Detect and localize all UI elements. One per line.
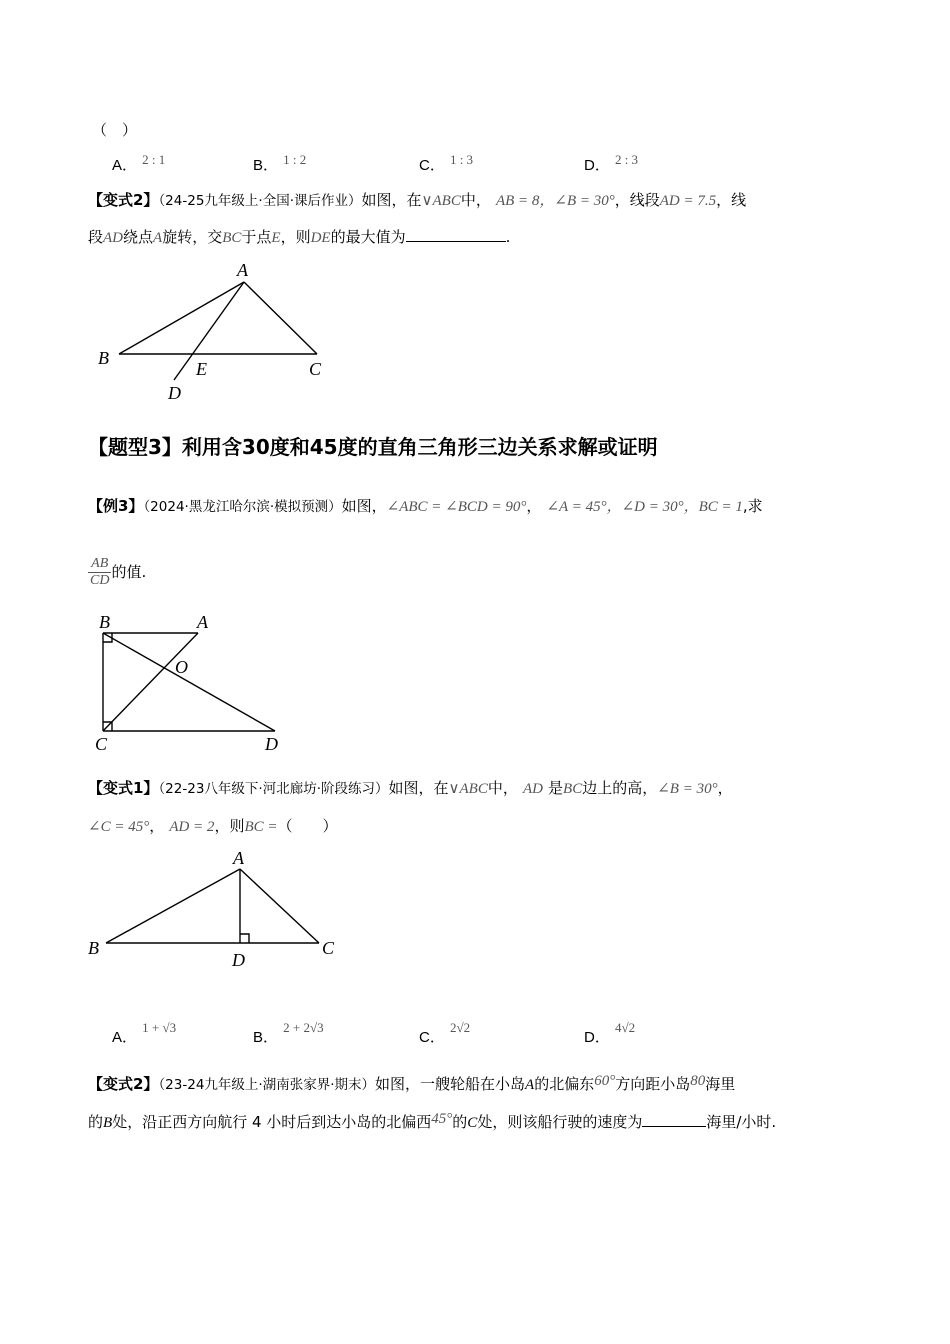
- math: AD = 7.5: [659, 193, 717, 209]
- answer-paren: （ ）: [92, 121, 138, 139]
- label-d: D: [168, 383, 181, 403]
- math: AD = 2: [169, 819, 215, 835]
- text: ，则: [214, 817, 245, 835]
- option-d[interactable]: [584, 1020, 636, 1047]
- option-a[interactable]: [112, 1020, 177, 1047]
- option-c[interactable]: [419, 1020, 471, 1047]
- figure-quadrilateral-abcd: [90, 612, 290, 754]
- segment-ac: [240, 869, 319, 943]
- variant1-line1: [88, 777, 733, 798]
- label-c: C: [95, 734, 108, 754]
- option-c[interactable]: [419, 154, 473, 175]
- text: ，线: [716, 191, 747, 209]
- option-letter: A．: [112, 157, 138, 174]
- option-value: 2 : 1: [142, 152, 166, 167]
- segment-ad: [174, 282, 244, 380]
- text: 如图，一艘轮船在小岛: [375, 1075, 526, 1093]
- variant2b-line2: [88, 1111, 776, 1132]
- example3-line1: [88, 495, 763, 516]
- label-e: E: [196, 359, 207, 379]
- right-angle-mark-d: [240, 934, 249, 943]
- answer-blank[interactable]: [642, 1112, 706, 1127]
- variant-tag: 【变式2】: [88, 1075, 159, 1093]
- option-letter: B．: [253, 157, 279, 174]
- math: AB = 8，∠B = 30°: [495, 193, 615, 209]
- option-b[interactable]: [253, 1020, 324, 1047]
- math: ∠ABC = ∠BCD = 90°: [386, 499, 527, 515]
- label-b: B: [98, 348, 109, 368]
- text: ,求: [742, 497, 763, 515]
- text: 如图，: [341, 497, 387, 515]
- label-a: A: [197, 612, 208, 632]
- label-b: B: [88, 938, 99, 958]
- text: 处，则该船行驶的速度为: [477, 1113, 643, 1131]
- math: ∠A = 45°，∠D = 30°，BC = 1: [546, 499, 743, 515]
- text: （ ）: [277, 817, 338, 835]
- math: 60°: [594, 1073, 616, 1089]
- text: 是: [548, 779, 564, 797]
- text: 海里/小时.: [706, 1113, 777, 1131]
- text: 的: [88, 1113, 104, 1131]
- text: 处，沿正西方向航行 4 小时后到达小岛的北偏西: [112, 1113, 432, 1131]
- label-o: O: [175, 657, 188, 677]
- fraction-ab-cd: [88, 556, 111, 589]
- label-a: A: [237, 260, 248, 280]
- option-a[interactable]: [112, 154, 165, 175]
- text: 中，: [460, 191, 491, 209]
- option-letter: A．: [112, 1029, 138, 1046]
- text: 于点: [241, 228, 272, 246]
- example3-line2: [88, 556, 146, 589]
- option-letter: D．: [584, 1029, 610, 1046]
- segment-ac: [103, 633, 198, 731]
- math: E: [271, 230, 281, 246]
- option-letter: B．: [253, 1029, 279, 1046]
- math: AD: [522, 781, 543, 797]
- math: A: [153, 230, 163, 246]
- text: .: [505, 228, 511, 246]
- text: 中，: [487, 779, 518, 797]
- math: BC =: [244, 819, 278, 835]
- text: ，: [526, 497, 542, 515]
- text: 的值.: [111, 563, 147, 581]
- option-letter: D．: [584, 157, 610, 174]
- text: 如图，在: [361, 191, 422, 209]
- variant2b-line1: [88, 1073, 735, 1094]
- segment-ab: [119, 282, 244, 354]
- math: 80: [690, 1073, 706, 1089]
- variant2-line2: [88, 226, 510, 247]
- label-c: C: [322, 938, 335, 958]
- source-note: （2024·黑龙江哈尔滨·模拟预测）: [143, 499, 342, 515]
- option-d[interactable]: [584, 154, 638, 175]
- fraction-denominator: CD: [90, 573, 110, 588]
- math: BC: [563, 781, 583, 797]
- source-note: （22-23八年级下·河北廊坊·阶段练习）: [158, 781, 389, 797]
- section-title-type3: 【题型3】利用含30度和45度的直角三角形三边关系求解或证明: [88, 435, 658, 459]
- math: ∠C = 45°: [88, 819, 150, 835]
- segment-ab: [106, 869, 240, 943]
- option-letter: C．: [419, 1029, 445, 1046]
- math: 45°: [431, 1111, 453, 1127]
- text: ，: [717, 779, 733, 797]
- label-c: C: [309, 359, 322, 379]
- option-value: 1 : 2: [283, 152, 307, 167]
- variant-tag: 【变式2】: [88, 191, 159, 209]
- math: B: [103, 1115, 113, 1131]
- example-tag: 【例3】: [88, 497, 144, 515]
- text: 段: [88, 228, 104, 246]
- text: 的最大值为: [330, 228, 406, 246]
- option-b[interactable]: [253, 154, 306, 175]
- text: 旋转，交: [162, 228, 223, 246]
- math: ∨ABC: [421, 193, 461, 209]
- text: 如图，在: [388, 779, 449, 797]
- text: 方向距小岛: [615, 1075, 691, 1093]
- variant-tag: 【变式1】: [88, 779, 159, 797]
- math: ∠B = 30°: [657, 781, 718, 797]
- text: 海里: [705, 1075, 736, 1093]
- label-d: D: [265, 734, 278, 754]
- text: ，线段: [614, 191, 660, 209]
- math: DE: [310, 230, 331, 246]
- math: C: [467, 1115, 478, 1131]
- math: A: [525, 1077, 535, 1093]
- text: 边上的高，: [582, 779, 658, 797]
- text: ，则: [280, 228, 311, 246]
- text: 的北偏东: [534, 1075, 595, 1093]
- figure-triangle-altitude: [86, 846, 346, 972]
- option-letter: C．: [419, 157, 445, 174]
- label-a: A: [233, 848, 244, 868]
- fraction-numerator: AB: [88, 556, 111, 573]
- math: BC: [222, 230, 242, 246]
- option-value: 1 + √3: [142, 1020, 177, 1035]
- label-d: D: [232, 950, 245, 970]
- option-value: 2 : 3: [614, 152, 639, 167]
- segment-ac: [244, 282, 317, 354]
- math: AD: [103, 230, 124, 246]
- text: ，: [149, 817, 165, 835]
- segment-bd: [103, 633, 275, 731]
- text: 的: [452, 1113, 468, 1131]
- figure-triangle-abc-rotation: [90, 258, 340, 406]
- label-b: B: [99, 612, 110, 632]
- math: ∨ABC: [448, 781, 488, 797]
- option-value: 4√2: [614, 1020, 636, 1035]
- variant2-line1: [88, 189, 746, 210]
- option-value: 2√2: [449, 1020, 471, 1035]
- source-note: （24-25九年级上·全国·课后作业）: [158, 193, 362, 209]
- variant1-line2: [88, 815, 338, 836]
- text: 绕点: [123, 228, 154, 246]
- option-value: 1 : 3: [449, 152, 474, 167]
- answer-blank[interactable]: [406, 227, 506, 242]
- option-value: 2 + 2√3: [283, 1020, 324, 1035]
- source-note: （23-24九年级上·湖南张家界·期末）: [158, 1077, 375, 1093]
